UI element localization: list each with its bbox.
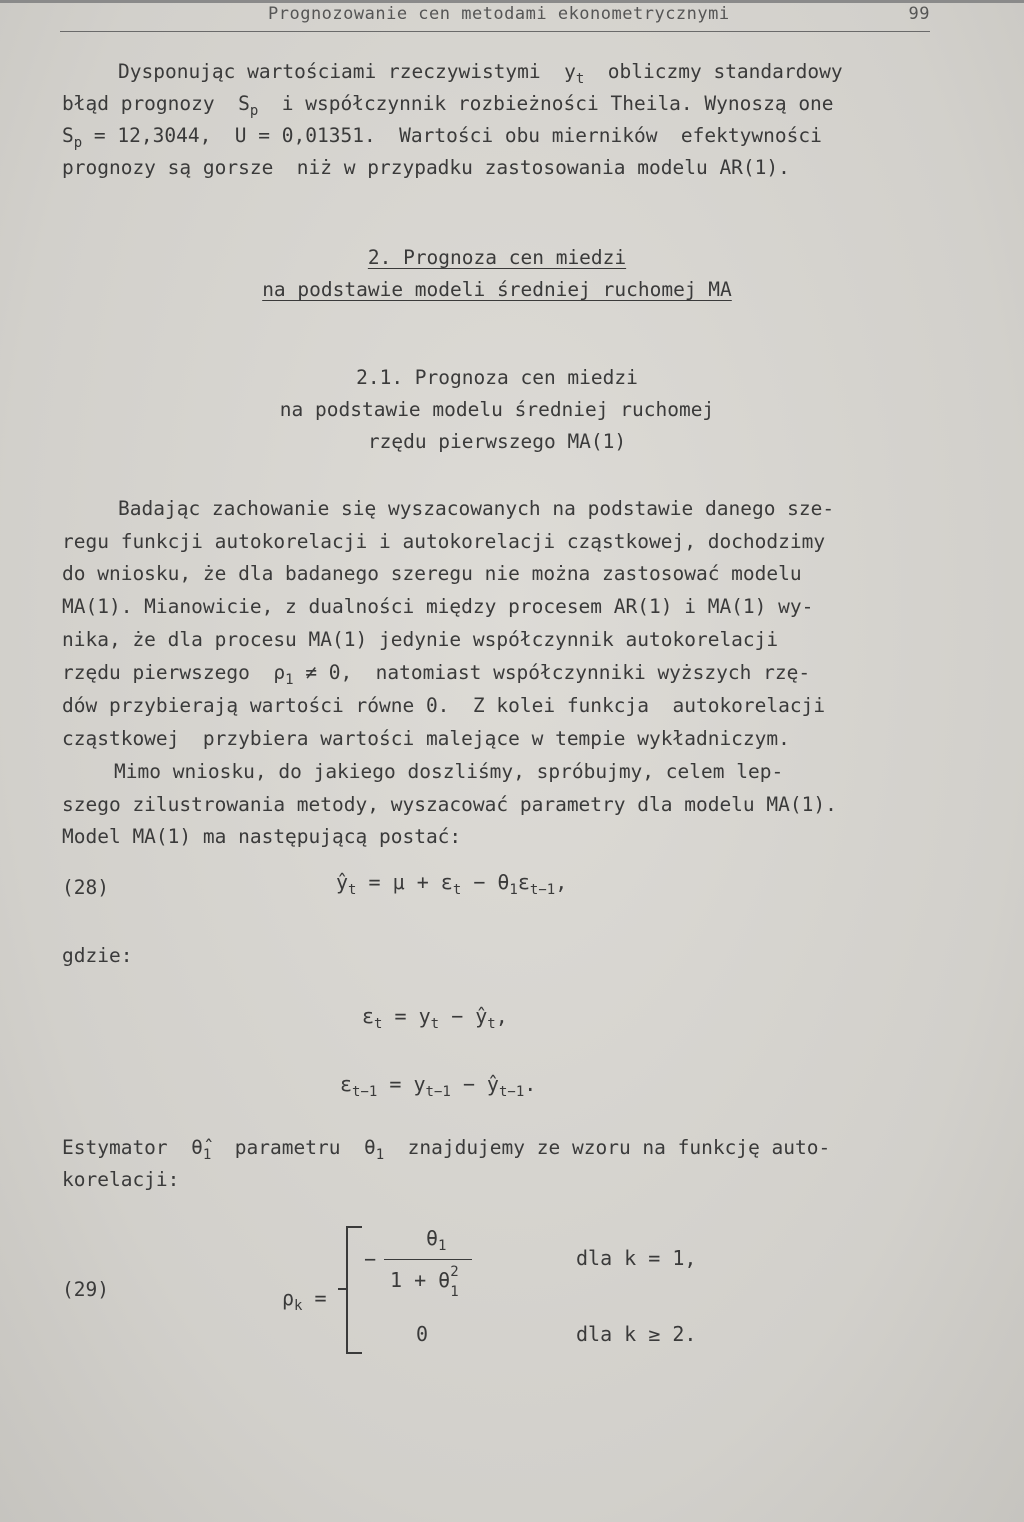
fraction-denominator: 1 + θ 2 1 [390, 1264, 459, 1300]
equation-residual-lag: $\varepsilon_{t-1} = y_{t-1}$ − $ŷ_{t-1}$. [340, 1072, 537, 1100]
equation-29-lhs: $\rho_k$ = [282, 1286, 327, 1314]
section-heading: 2. Prognoza cen miedzi [367, 246, 627, 269]
paragraph-line: rzędu pierwszego $\rho_1 \ne 0$, natomiast współczynniki wyższych rzę- [62, 661, 811, 688]
paragraph-line: nika, że dla procesu MA(1) jedynie współczynnik autokorelacji [62, 628, 779, 651]
piecewise-brace [346, 1226, 362, 1354]
subsection-heading: 2.1. Prognoza cen miedzi [356, 366, 638, 389]
paragraph-line: błąd prognozy $S_p$ i współczynnik rozbieżności Theila. Wynoszą one [62, 92, 834, 119]
equation-28: $ŷ_t = \mu + \varepsilon_t - \theta_1\varepsilon_{t-1}$, [336, 870, 568, 898]
fraction-bar [384, 1259, 472, 1260]
top-border [0, 0, 1024, 3]
paragraph-line: prognozy są gorsze niż w przypadku zastosowania modelu AR(1). [62, 156, 790, 179]
fraction-numerator: $\theta_1$ [426, 1226, 447, 1254]
paragraph-line: MA(1). Mianowicie, z dualności między procesem AR(1) i MA(1) wy- [62, 595, 814, 618]
paragraph-line: Model MA(1) ma następującą postać: [62, 825, 462, 848]
paragraph-line: szego zilustrowania metody, wyszacować parametry dla modelu MA(1). [62, 793, 837, 816]
equation-label: (28) [62, 876, 109, 899]
case-value: 0 [416, 1322, 429, 1346]
minus-sign: − [364, 1247, 377, 1271]
paragraph-line: dów przybierają wartości równe 0. Z kolei funkcja autokorelacji [62, 694, 826, 717]
equation-residual: $\varepsilon_t = y_t$ − $ŷ_t$, [362, 1004, 508, 1032]
paragraph-line: korelacji: [62, 1168, 180, 1191]
running-title: Prognozowanie cen metodami ekonometrycznymi [268, 4, 730, 24]
paragraph-line: Mimo wniosku, do jakiego doszliśmy, spróbujmy, celem lep- [114, 760, 784, 783]
paragraph-line: Estymator $\thetâ_1$ parametru $\theta_1$ znajdujemy ze wzoru na funkcję auto- [62, 1136, 831, 1163]
section-heading: na podstawie modeli średniej ruchomej MA [262, 278, 732, 301]
subsection-heading: rzędu pierwszego MA(1) [367, 430, 627, 453]
gdzie-label: gdzie: [62, 944, 133, 967]
paragraph-line: do wniosku, że dla badanego szeregu nie można zastosować modelu [62, 562, 802, 585]
case-condition: dla k ≥ 2. [576, 1322, 697, 1346]
header-rule [60, 31, 930, 32]
paragraph-line: Dysponując wartościami rzeczywistymi $y_t$ obliczmy standardowy [118, 60, 843, 87]
equation-label: (29) [62, 1278, 109, 1301]
paragraph-line: $S_p = 12,3044$, U = 0,01351. Wartości obu mierników efektywności [62, 124, 822, 151]
case-condition: dla k = 1, [576, 1246, 697, 1270]
paragraph-line: cząstkowej przybiera wartości malejące w tempie wykładniczym. [62, 727, 790, 750]
page-number: 99 [908, 4, 930, 24]
paragraph-line: regu funkcji autokorelacji i autokorelacji cząstkowej, dochodzimy [62, 530, 826, 553]
paragraph-line: Badając zachowanie się wyszacowanych na podstawie danego sze- [118, 497, 835, 520]
subsection-heading: na podstawie modelu średniej ruchomej [279, 398, 715, 421]
